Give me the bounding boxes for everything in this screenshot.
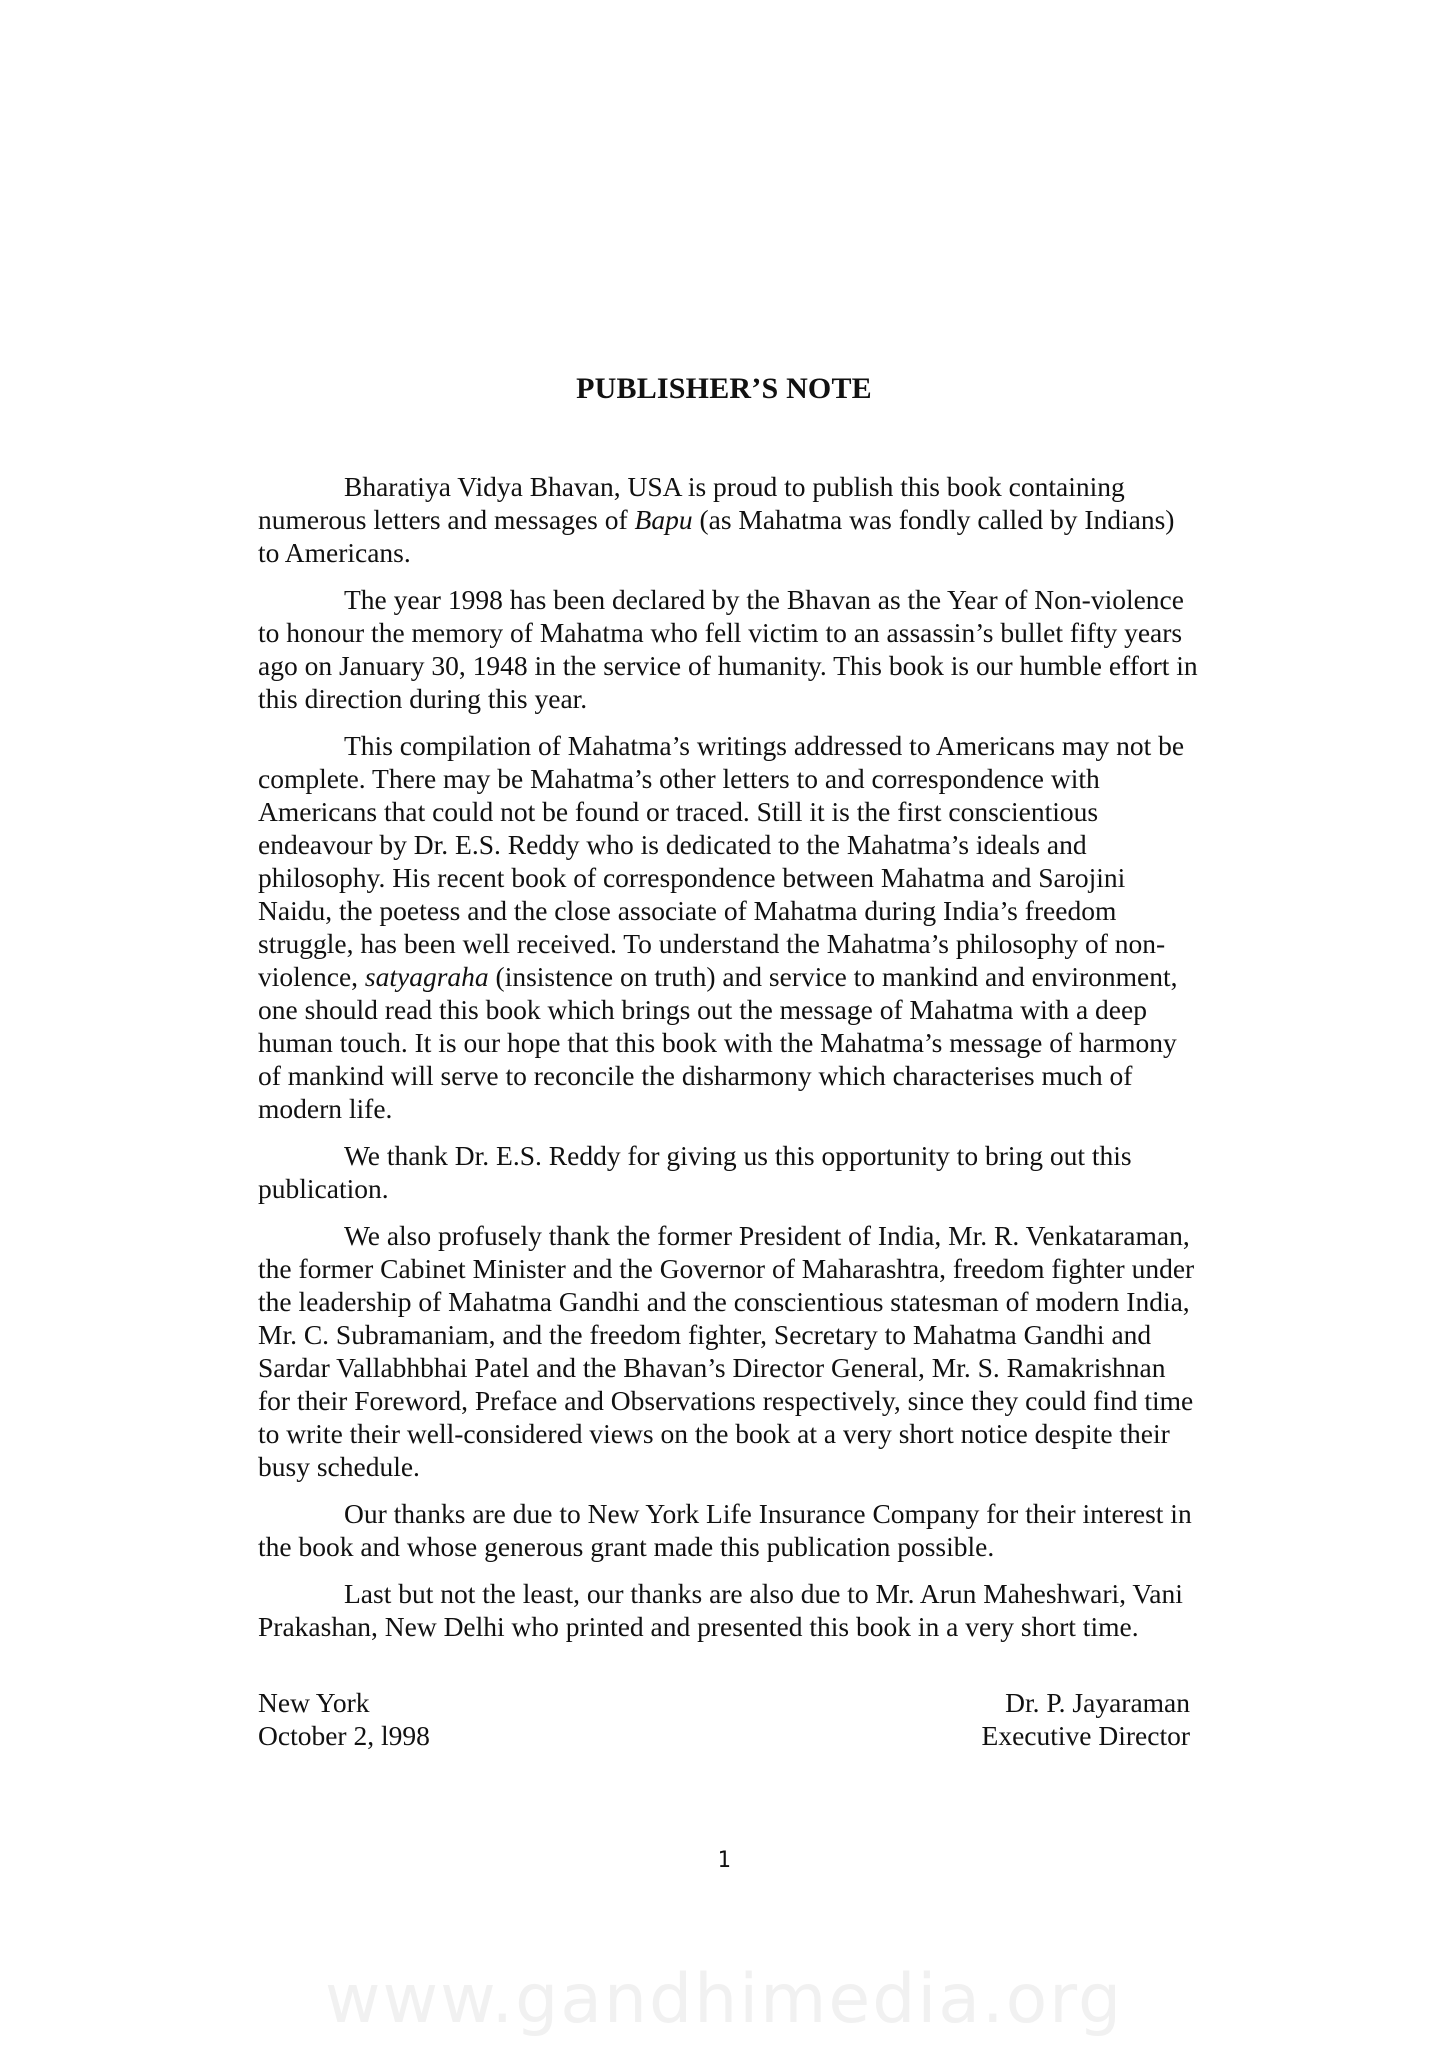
italic-text: satyagraha — [364, 961, 489, 992]
watermark: www.gandhimedia.org — [324, 1960, 1124, 2039]
paragraph — [258, 1139, 1198, 1205]
paragraph — [258, 470, 1198, 569]
place-and-date — [258, 1686, 430, 1752]
paragraph-text: We also profusely thank the former President of India, Mr. R. Venkataraman, the former Cabinet Minister and the Governor of Maharashtra, freedom fighter under the leadership of Mahatma Gandhi and the conscientious statesman of modern India, Mr. C. Subramaniam, and the freedom fighter, Secretary to Mahatma Gandhi and Sardar Vallabhbhai Patel and the Bhavan’s Director General, Mr. S. Ramakrishnan for their Foreword, Preface and Observations respectively, since they could find time to write their well-considered views on the book at a very short notice despite their busy schedule. — [258, 1220, 1195, 1482]
paragraph-text: (as Mahatma was fondly called by Indians) to Americans. — [258, 504, 1175, 568]
page-title: PUBLISHER’S NOTE — [576, 372, 872, 405]
paragraph — [258, 1577, 1198, 1643]
signatory — [982, 1686, 1190, 1752]
signatory-name: Dr. P. Jayaraman — [1005, 1687, 1190, 1718]
paragraph — [258, 729, 1198, 1125]
paragraph-text: The year 1998 has been declared by the Bhavan as the Year of Non-violence to honour the memory of Mahatma who fell victim to an assassin’s bullet fifty years ago on January 30, 1948 in the service of humanity. This book is our humble effort in this direction during this year. — [258, 584, 1198, 714]
paragraph-text: We thank Dr. E.S. Reddy for giving us this opportunity to bring out this publication. — [258, 1140, 1132, 1204]
paragraph-text: Bharatiya Vidya Bhavan, USA is proud to publish this book containing numerous letters and messages of — [258, 471, 1125, 535]
paragraph — [258, 1219, 1198, 1483]
date: October 2, l998 — [258, 1720, 430, 1751]
note-body — [258, 470, 1198, 1657]
page-number: 1 — [717, 1848, 731, 1873]
paragraph-text: Last but not the least, our thanks are also due to Mr. Arun Maheshwari, Vani Prakashan, New Delhi who printed and presented this book in a very short time. — [258, 1578, 1183, 1642]
paragraph-text: Our thanks are due to New York Life Insurance Company for their interest in the book and whose generous grant made this publication possible. — [258, 1498, 1192, 1562]
paragraph — [258, 1497, 1198, 1563]
paragraph-text: This compilation of Mahatma’s writings addressed to Americans may not be complete. There may be Mahatma’s other letters to and correspondence with Americans that could not be found or traced. Still it is the first conscientious endeavour by Dr. E.S. Reddy who is dedicated to the Mahatma’s ideals and philosophy. His recent book of correspondence between Mahatma and Sarojini Naidu, the poetess and the close associate of Mahatma during India’s freedom struggle, has been well received. To understand the Mahatma’s philosophy of non-violence, — [258, 730, 1185, 992]
paragraph — [258, 583, 1198, 715]
italic-text: Bapu — [634, 504, 693, 535]
place: New York — [258, 1687, 370, 1718]
paragraph-text: (insistence on truth) and service to mankind and environment, one should read this book which brings out the message of Mahatma with a deep human touch. It is our hope that this book with the Mahatma’s message of harmony of mankind will serve to reconcile the disharmony which characterises much of modern life. — [258, 961, 1178, 1124]
signatory-designation: Executive Director — [981, 1720, 1190, 1751]
